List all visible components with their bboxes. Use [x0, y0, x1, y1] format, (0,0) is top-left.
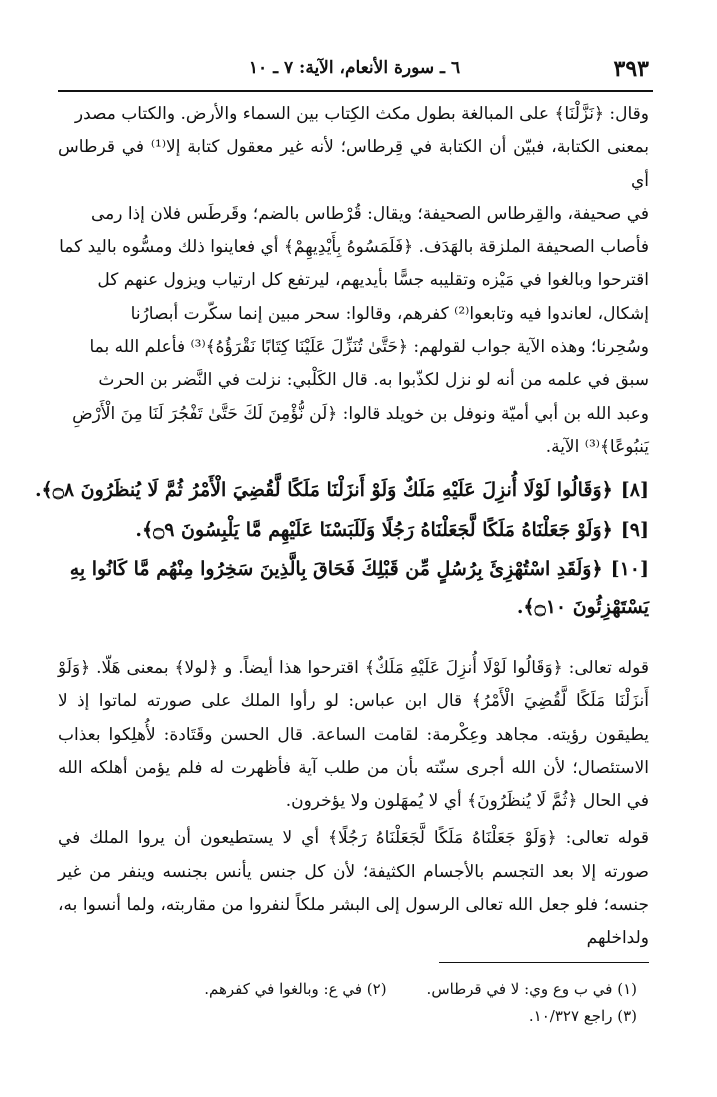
verse-10: [58, 550, 649, 626]
text-line: وقال: ﴿نَزَّلْنَا﴾ على المبالغة بطول مكث الكِتاب بين السماء والأرض. والكتاب مصدر: [74, 104, 649, 124]
footnotes: [150, 976, 637, 1030]
quran-verses: [34, 470, 649, 626]
text-line: وعبد الله بن أبي أميّة ونوفل بن خويلد قالوا: ﴿لَن نُّؤْمِنَ لَكَ حَتَّىٰ تَفْجُرَ لَنَا مِنَ الْأَرْضِ: [72, 403, 649, 424]
verse-number: [١٠]: [610, 558, 649, 580]
verse-8: [34, 470, 649, 510]
footnote-2: (٢) في ع: وبالغوا في كفرهم.: [204, 980, 387, 998]
verse-text: ﴿وَقَالُوا لَوْلَا أُنزِلَ عَلَيْهِ مَلَكٌ وَلَوْ أَنزَلْنَا مَلَكًا لَّقُضِيَ الْأَمْرُ ثُمَّ لَا يُنظَرُونَ ۝٨﴾.: [34, 479, 613, 501]
header-rule: [58, 90, 653, 92]
running-title: ٦ ـ سورة الأنعام، الآية: ٧ ـ ١٠: [248, 58, 461, 78]
page-header: [60, 56, 649, 88]
footnote-3: (٣) راجع ١٠/٣٢٧.: [528, 1007, 637, 1025]
footnote-1: (١) في ب وع وي: لا في قرطاس.: [426, 980, 637, 998]
commentary: [58, 652, 649, 960]
text-line: إشكال، لعاندوا فيه وتابعوا⁽²⁾ كفرهم، وقالوا: سحر مبين إنما سكّرت أبصارُنا: [130, 303, 649, 324]
verse-9: [58, 510, 649, 550]
footnote-rule: [439, 962, 649, 963]
commentary-paragraph: قوله تعالى: ﴿وَلَوْ جَعَلْنَاهُ مَلَكًا لَّجَعَلْنَاهُ رَجُلًا﴾ أي لا يستطيعون أن يروا الملك في صورته إلا بعد التجسم بالأجسام الكثيفة؛ لأن كل جنس يأنس بجنسه وينفر من غير جنسه؛ فلو جعل الله تعالى الرسول إلى البشر ملكاً لنفروا من مقاربته، ولما أنسوا به، ولداخلهم: [58, 828, 649, 949]
text-line: اقترحوا وبالغوا في مَيْزه وتقليبه جسًّا بأيديهم، ليرتفع كل ارتياب ويزول عنهم كل: [97, 270, 649, 291]
text-line: سبق في علمه من أنه لو نزل لكذّبوا به. قال الكَلْبي: نزلت في النَّضر بن الحرث: [98, 370, 649, 391]
text-line: وسُحِرنا؛ وهذه الآية جواب لقولهم: ﴿حَتَّىٰ تُنَزِّلَ عَلَيْنَا كِتَابًا نَقْرَؤُهُ﴾⁽³⁾ فأعلم الله بما: [89, 337, 649, 358]
text-line: بمعنى الكتابة، فبيّن أن الكتابة في قِرطاس؛ لأنه غير معقول كتابة إلا⁽¹⁾ في قرطاس أي: [58, 137, 649, 191]
verse-number: [٨]: [620, 479, 649, 501]
verse-number: [٩]: [620, 519, 649, 541]
verse-text: ﴿وَلَوْ جَعَلْنَاهُ مَلَكًا لَّجَعَلْنَاهُ رَجُلًا وَلَلَبَسْنَا عَلَيْهِم مَّا يَلْبِسُونَ ۝٩﴾.: [135, 519, 613, 541]
commentary-paragraph: قوله تعالى: ﴿وَقَالُوا لَوْلَا أُنزِلَ عَلَيْهِ مَلَكٌ﴾ اقترحوا هذا أيضاً. و ﴿لولا﴾ بمعنى هَلّا. ﴿وَلَوْ أَنزَلْنَا مَلَكًا لَّقُضِيَ الْأَمْرُ﴾ قال ابن عباس: لو رأوا الملك على صورته لماتوا إذ لا يطيقون رؤيته. مجاهد وعِكْرمة: لقامت الساعة. قال الحسن وقَتَادة: لأُهلِكوا بعذاب الاستئصال؛ لأن الله أجرى سنّته بأن من طلب آية فأظهرت له فلم يؤمن أهلكه الله في الحال ﴿ثُمَّ لَا يُنظَرُونَ﴾ أي لا يُمهَلون ولا يؤخرون.: [58, 658, 649, 812]
page-number: ٣٩٣: [613, 56, 649, 82]
text-line: فأصاب الصحيفة الملزقة بالهَدَف. ﴿فَلَمَسُوهُ بِأَيْدِيهِمْ﴾ أي فعاينوا ذلك ومسُّوه باليد كما: [59, 237, 649, 258]
text-line: في صحيفة، والقِرطاس الصحيفة؛ ويقال: قُرْطاس بالضم؛ وقَرطَس فلان إذا رمى: [91, 203, 649, 224]
verse-text: ﴿وَلَقَدِ اسْتُهْزِئَ بِرُسُلٍ مِّن قَبْلِكَ فَحَاقَ بِالَّذِينَ سَخِرُوا مِنْهُم مَّا كَانُوا بِهِ يَسْتَهْزِئُونَ ۝١٠﴾.: [69, 558, 649, 618]
intro-paragraph: [58, 98, 649, 464]
text-line: يَنبُوعًا﴾⁽³⁾ الآية.: [545, 436, 649, 457]
